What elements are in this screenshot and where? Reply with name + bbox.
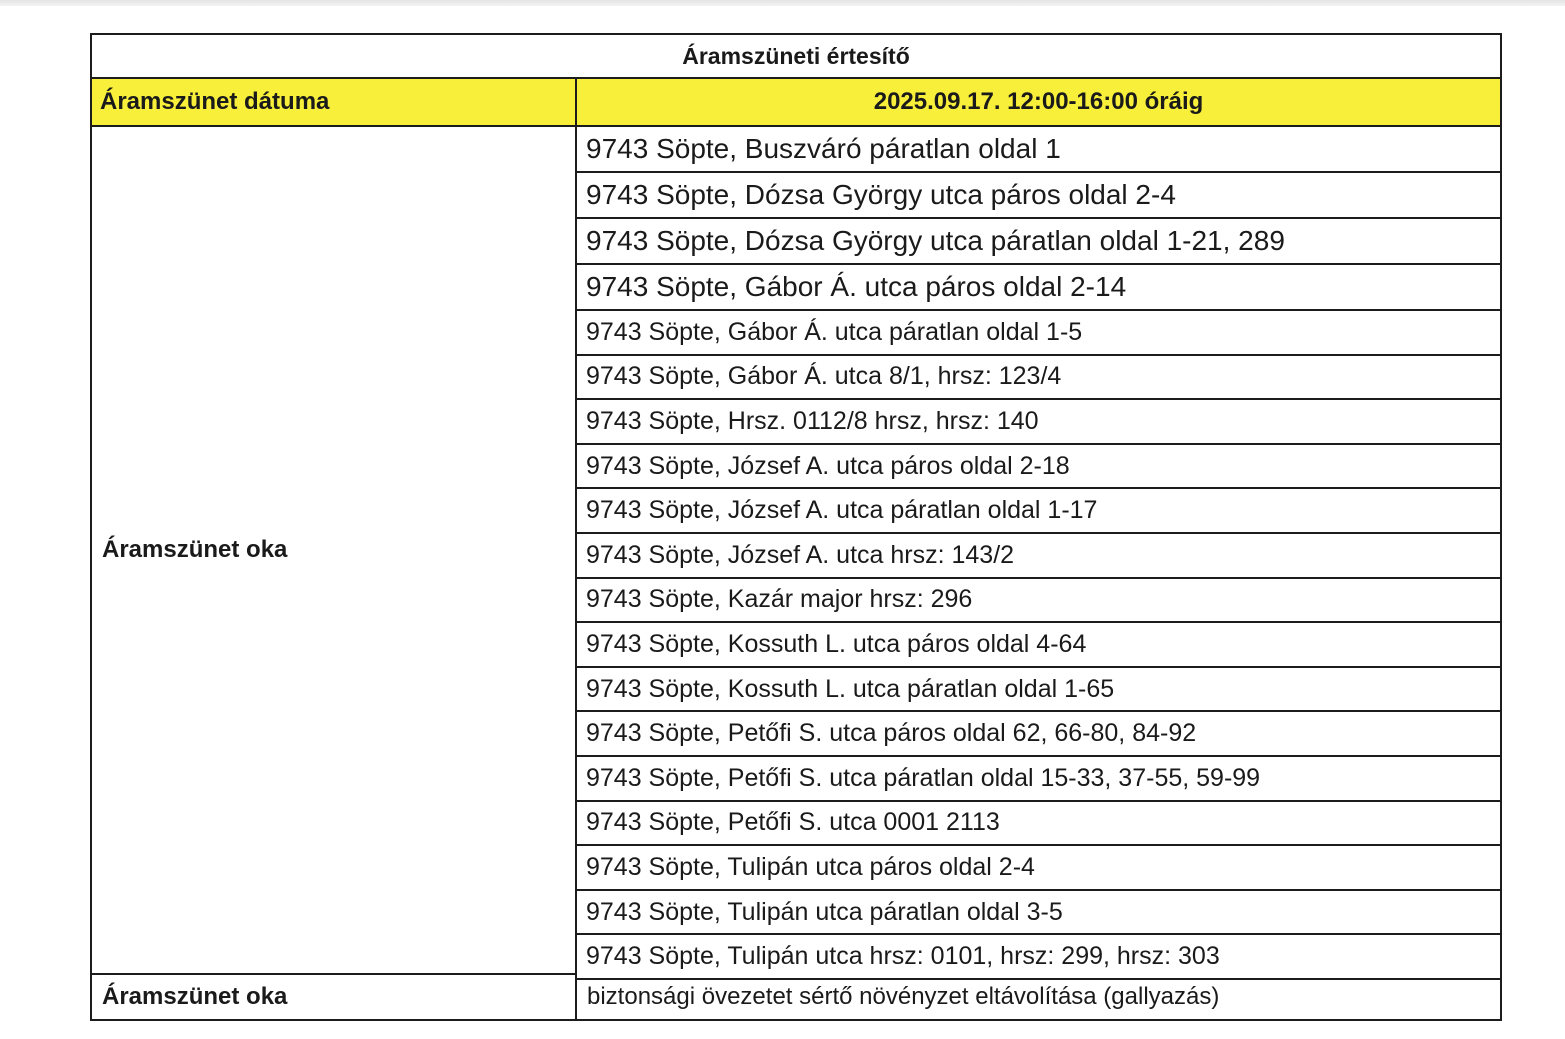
address-row: 9743 Söpte, Gábor Á. utca páros oldal 2-14	[577, 265, 1500, 311]
address-row: 9743 Söpte, Buszváró páratlan oldal 1	[577, 127, 1500, 173]
outage-cause-label: Áramszünet oka	[92, 975, 577, 1019]
address-row: 9743 Söpte, Gábor Á. utca 8/1, hrsz: 123/4	[577, 356, 1500, 401]
notice-title: Áramszüneti értesítő	[92, 35, 1500, 79]
address-row: 9743 Söpte, Kossuth L. utca páros oldal 4-64	[577, 623, 1500, 668]
outage-notice-table	[90, 33, 1502, 1021]
address-row: 9743 Söpte, Kazár major hrsz: 296	[577, 579, 1500, 624]
address-row: 9743 Söpte, József A. utca páratlan oldal 1-17	[577, 489, 1500, 534]
address-row: 9743 Söpte, Petőfi S. utca 0001 2113	[577, 802, 1500, 847]
address-row: 9743 Söpte, József A. utca páros oldal 2-18	[577, 445, 1500, 490]
scan-edge	[0, 0, 1565, 6]
address-row: 9743 Söpte, Dózsa György utca páratlan oldal 1-21, 289	[577, 219, 1500, 265]
address-row: 9743 Söpte, József A. utca hrsz: 143/2	[577, 534, 1500, 579]
affected-address-list	[577, 127, 1500, 975]
address-row: 9743 Söpte, Tulipán utca hrsz: 0101, hrsz: 299, hrsz: 303	[577, 935, 1500, 980]
address-row: 9743 Söpte, Petőfi S. utca páros oldal 62, 66-80, 84-92	[577, 712, 1500, 757]
outage-area-label: Áramszünet oka	[92, 127, 577, 975]
outage-date-value: 2025.09.17. 12:00-16:00 óráig	[577, 79, 1500, 127]
outage-cause-value: biztonsági övezetet sértő növényzet eltávolítása (gallyazás)	[587, 983, 1220, 1010]
address-row: 9743 Söpte, Dózsa György utca páros oldal 2-4	[577, 173, 1500, 219]
address-row: 9743 Söpte, Hrsz. 0112/8 hrsz, hrsz: 140	[577, 400, 1500, 445]
outage-date-label: Áramszünet dátuma	[92, 79, 577, 127]
address-row: 9743 Söpte, Tulipán utca páratlan oldal 3-5	[577, 891, 1500, 936]
address-row: 9743 Söpte, Gábor Á. utca páratlan oldal 1-5	[577, 311, 1500, 356]
address-row: 9743 Söpte, Petőfi S. utca páratlan oldal 15-33, 37-55, 59-99	[577, 757, 1500, 802]
address-row: 9743 Söpte, Kossuth L. utca páratlan oldal 1-65	[577, 668, 1500, 713]
address-row: 9743 Söpte, Tulipán utca páros oldal 2-4	[577, 846, 1500, 891]
